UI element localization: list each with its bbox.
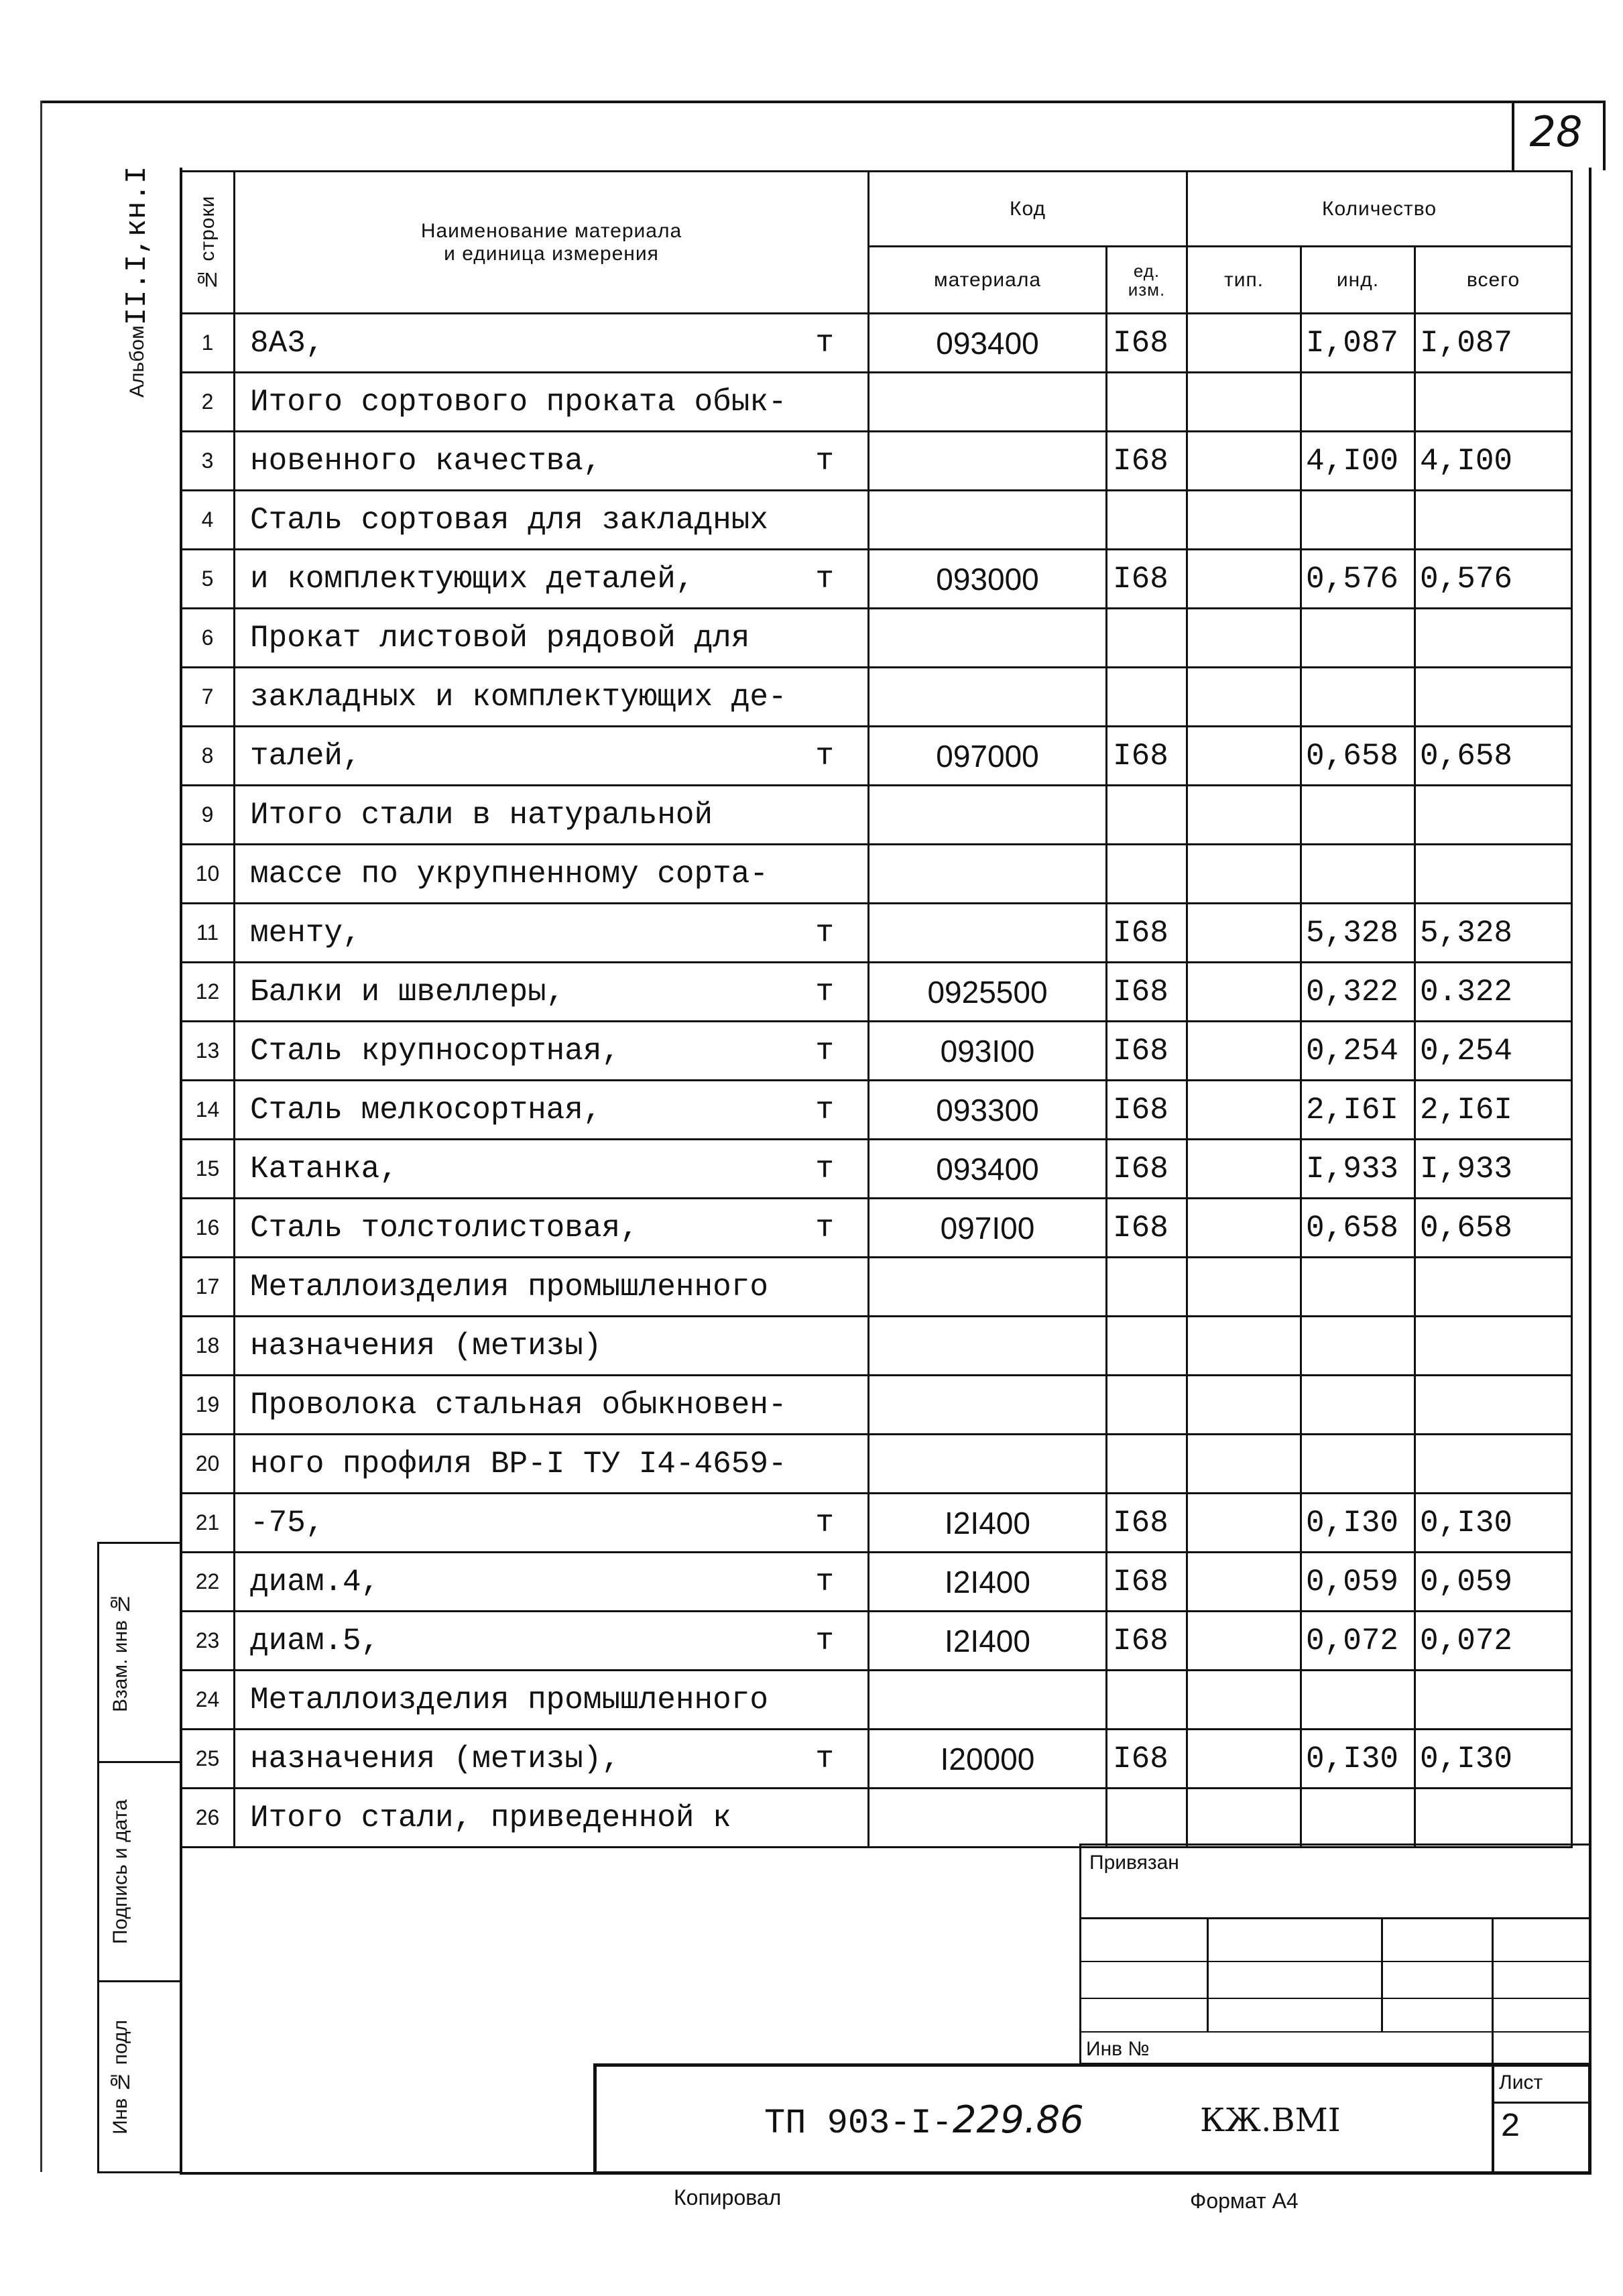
row-code [869,668,1107,727]
album-code: II.I,кн.I [121,166,154,325]
row-typ [1187,1789,1301,1848]
row-number: 24 [181,1671,235,1730]
row-unit-letter: т [815,974,834,1010]
row-name [235,432,869,491]
row-ind [1301,668,1415,727]
row-ind: 0,I30 [1301,1730,1415,1789]
row-number: 20 [181,1435,235,1494]
row-unit-code: I68 [1107,904,1187,963]
sheet-label: Лист [1499,2071,1543,2094]
privyazan-line-1 [1079,1917,1591,1919]
row-number: 17 [181,1258,235,1317]
row-typ [1187,1022,1301,1081]
row-name-text: Итого сортового проката обык- [250,384,787,420]
row-ind [1301,1671,1415,1730]
row-typ [1187,550,1301,609]
row-unit-code [1107,373,1187,432]
row-typ [1187,1435,1301,1494]
row-code [869,1376,1107,1435]
row-name [235,1199,869,1258]
table-row [181,1022,1572,1081]
row-name [235,963,869,1022]
row-ind: 0,072 [1301,1612,1415,1671]
row-ind [1301,1789,1415,1848]
row-ind: 0,322 [1301,963,1415,1022]
row-unit-letter: т [815,561,834,597]
row-typ [1187,1612,1301,1671]
materials-table [180,170,1573,1848]
row-total [1415,1435,1572,1494]
table-row [181,963,1572,1022]
row-name [235,1494,869,1553]
row-name [235,609,869,668]
header-unit-line2: изм. [1128,279,1166,300]
row-unit-code: I68 [1107,432,1187,491]
side-label-inv: Инв № подл [109,2019,131,2134]
row-ind: I,933 [1301,1140,1415,1199]
table-row [181,1671,1572,1730]
row-code: 097I00 [869,1199,1107,1258]
row-code: 093400 [869,314,1107,373]
row-ind: 5,328 [1301,904,1415,963]
document-mark: КЖ.ВМI [1200,2102,1341,2139]
table-row [181,432,1572,491]
row-unit-code [1107,1376,1187,1435]
row-typ [1187,904,1301,963]
row-ind: 2,I6I [1301,1081,1415,1140]
row-unit-code: I68 [1107,314,1187,373]
row-number: 1 [181,314,235,373]
row-name [235,1258,869,1317]
row-total: 0,254 [1415,1022,1572,1081]
row-unit-letter: т [815,1505,834,1540]
row-name-text: Итого стали в натуральной [250,797,713,833]
row-number: 25 [181,1730,235,1789]
row-name [235,845,869,904]
row-number: 10 [181,845,235,904]
row-ind: 0,576 [1301,550,1415,609]
row-total [1415,1789,1572,1848]
row-unit-code: I68 [1107,550,1187,609]
footer-copied: Копировал [674,2185,782,2210]
row-ind: 0,254 [1301,1022,1415,1081]
row-code [869,491,1107,550]
row-ind [1301,1317,1415,1376]
header-unit [1107,247,1187,314]
row-typ [1187,1140,1301,1199]
row-code [869,609,1107,668]
row-total: 5,328 [1415,904,1572,963]
table-row [181,1317,1572,1376]
document-code-handwritten: 229.86 [952,2098,1084,2142]
row-ind [1301,1435,1415,1494]
row-total [1415,1258,1572,1317]
row-name [235,314,869,373]
row-name [235,668,869,727]
row-typ [1187,845,1301,904]
row-code: I2I400 [869,1612,1107,1671]
document-code [764,2098,1084,2143]
row-typ [1187,432,1301,491]
album-label [121,154,174,409]
row-typ [1187,727,1301,786]
row-typ [1187,1730,1301,1789]
row-number: 9 [181,786,235,845]
document-code-printed: ТП 903-I- [764,2104,953,2143]
row-name [235,1553,869,1612]
frame-outer-left-line [40,101,42,2172]
row-number: 3 [181,432,235,491]
row-name [235,550,869,609]
table-row [181,1258,1572,1317]
row-total: I,933 [1415,1140,1572,1199]
row-code [869,1258,1107,1317]
row-code: 093I00 [869,1022,1107,1081]
row-unit-code: I68 [1107,1730,1187,1789]
row-unit-letter: т [815,1151,834,1187]
row-number: 7 [181,668,235,727]
row-unit-code [1107,609,1187,668]
row-name [235,491,869,550]
frame-top-line [40,101,1600,103]
row-name [235,1435,869,1494]
row-code: I2I400 [869,1553,1107,1612]
row-unit-code: I68 [1107,963,1187,1022]
row-code: I20000 [869,1730,1107,1789]
row-ind [1301,491,1415,550]
table-row [181,1376,1572,1435]
row-total [1415,373,1572,432]
row-typ [1187,1671,1301,1730]
row-number: 21 [181,1494,235,1553]
row-typ [1187,1494,1301,1553]
row-name-text: -75, [250,1505,324,1540]
row-unit-code [1107,1789,1187,1848]
side-label-podpis: Подпись и дата [109,1799,131,1944]
row-ind: 0,658 [1301,1199,1415,1258]
row-ind [1301,609,1415,668]
table-row [181,904,1572,963]
row-typ [1187,491,1301,550]
row-number: 26 [181,1789,235,1848]
table-row [181,845,1572,904]
header-quantity: Количество [1187,172,1572,247]
row-total: 0,072 [1415,1612,1572,1671]
row-name [235,1730,869,1789]
title-block [593,2063,1591,2175]
row-unit-letter: т [815,1564,834,1599]
table-row [181,1612,1572,1671]
row-total: 4,I00 [1415,432,1572,491]
row-number: 11 [181,904,235,963]
header-material: материала [869,247,1107,314]
row-ind [1301,373,1415,432]
row-code: I2I400 [869,1494,1107,1553]
row-unit-letter: т [815,325,834,361]
header-row-number-label: № строки [196,194,219,290]
sheet-number: 2 [1500,2108,1521,2147]
row-unit-code [1107,1258,1187,1317]
table-row [181,1140,1572,1199]
table-row [181,314,1572,373]
row-number: 12 [181,963,235,1022]
row-name [235,904,869,963]
row-total [1415,1317,1572,1376]
row-code [869,786,1107,845]
privyazan-vline-2 [1381,1917,1383,2031]
privyazan-label: Привязан [1089,1852,1179,1874]
row-unit-code [1107,491,1187,550]
table-row [181,1789,1572,1848]
row-number: 23 [181,1612,235,1671]
table-row [181,1435,1572,1494]
table-row [181,1081,1572,1140]
row-name-text: диам.4, [250,1564,380,1599]
row-number: 8 [181,727,235,786]
row-code [869,845,1107,904]
row-number: 19 [181,1376,235,1435]
row-ind [1301,1376,1415,1435]
row-name [235,1376,869,1435]
row-code [869,1789,1107,1848]
header-row-number [181,172,235,314]
row-number: 18 [181,1317,235,1376]
header-name-line1: Наименование материала [420,219,682,242]
table-body [181,314,1572,1848]
row-ind [1301,1258,1415,1317]
row-name-text: Прокат листовой рядовой для [250,620,750,656]
row-name-text: Металлоизделия промышленного [250,1682,768,1717]
row-typ [1187,1258,1301,1317]
row-name [235,373,869,432]
row-ind: 0,658 [1301,727,1415,786]
header-code: Код [869,172,1187,247]
row-unit-letter: т [815,443,834,479]
row-name-text: диам.5, [250,1623,380,1658]
row-name [235,1612,869,1671]
row-name-text: Балки и швеллеры, [250,974,565,1010]
row-unit-letter: т [815,1092,834,1128]
privyazan-vline-1 [1207,1917,1209,2031]
row-number: 22 [181,1553,235,1612]
row-ind [1301,786,1415,845]
table-row [181,727,1572,786]
row-unit-code: I68 [1107,727,1187,786]
row-unit-letter: т [815,738,834,774]
row-ind: I,087 [1301,314,1415,373]
row-unit-code [1107,786,1187,845]
sheet-label-line [1492,2102,1591,2104]
row-unit-code: I68 [1107,1494,1187,1553]
row-name [235,1671,869,1730]
row-name [235,786,869,845]
row-total: 0,I30 [1415,1730,1572,1789]
row-total: 2,I6I [1415,1081,1572,1140]
header-name-line2: и единица измерения [444,242,659,265]
row-ind: 0,059 [1301,1553,1415,1612]
table-row [181,1494,1572,1553]
row-number: 15 [181,1140,235,1199]
row-typ [1187,1199,1301,1258]
row-total [1415,786,1572,845]
row-total: 0,658 [1415,1199,1572,1258]
header-ind: инд. [1301,247,1415,314]
row-unit-code [1107,845,1187,904]
row-total: 0,658 [1415,727,1572,786]
header-typ: тип. [1187,247,1301,314]
row-ind: 0,I30 [1301,1494,1415,1553]
row-name [235,1317,869,1376]
privyazan-line-2 [1079,1961,1591,1962]
side-label-vzam: Взам. инв № [109,1592,131,1713]
table-row [181,491,1572,550]
row-name-text: Проволока стальная обыкновен- [250,1387,787,1423]
table-row [181,1730,1572,1789]
row-name-text: Сталь мелкосортная, [250,1092,602,1128]
row-name-text: Сталь сортовая для закладных [250,502,768,538]
table-row [181,609,1572,668]
row-name-text: талей, [250,738,361,774]
row-code [869,432,1107,491]
row-number: 4 [181,491,235,550]
row-typ [1187,1081,1301,1140]
inv-no-label: Инв № [1086,2038,1150,2060]
row-code: 093400 [869,1140,1107,1199]
row-total: 0.322 [1415,963,1572,1022]
row-number: 16 [181,1199,235,1258]
row-typ [1187,373,1301,432]
row-name [235,1140,869,1199]
table-row [181,373,1572,432]
row-name [235,1022,869,1081]
table-row [181,786,1572,845]
privyazan-line-3 [1079,1998,1591,1999]
row-code [869,1317,1107,1376]
row-ind: 4,I00 [1301,432,1415,491]
page-number: 28 [1529,107,1583,156]
row-name-text: назначения (метизы) [250,1328,602,1364]
table-row [181,550,1572,609]
row-unit-code: I68 [1107,1612,1187,1671]
row-total: 0,576 [1415,550,1572,609]
row-unit-letter: т [815,1210,834,1246]
header-name [235,172,869,314]
table-row [181,1199,1572,1258]
row-name-text: Металлоизделия промышленного [250,1269,768,1305]
row-typ [1187,314,1301,373]
row-code [869,904,1107,963]
row-typ [1187,963,1301,1022]
row-unit-letter: т [815,1033,834,1069]
album-label-text: Альбом [126,325,148,398]
row-code: 0925500 [869,963,1107,1022]
row-name-text: Итого стали, приведенной к [250,1800,731,1835]
row-unit-code [1107,1671,1187,1730]
row-unit-code [1107,1435,1187,1494]
table-row [181,1553,1572,1612]
row-code: 093000 [869,550,1107,609]
row-code [869,373,1107,432]
footer-format: Формат А4 [1190,2189,1299,2213]
row-unit-code [1107,1317,1187,1376]
row-name-text: новенного качества, [250,443,602,479]
row-name-text: менту, [250,915,361,951]
row-name-text: Сталь крупносортная, [250,1033,621,1069]
row-name-text: Катанка, [250,1151,398,1187]
privyazan-line-4 [1079,2031,1591,2033]
row-name [235,1081,869,1140]
row-unit-letter: т [815,915,834,951]
row-number: 2 [181,373,235,432]
row-total [1415,609,1572,668]
row-code [869,1435,1107,1494]
row-typ [1187,1376,1301,1435]
row-name-text: ного профиля ВР-I ТУ I4-4659- [250,1446,787,1482]
row-unit-code: I68 [1107,1081,1187,1140]
row-number: 6 [181,609,235,668]
row-unit-code: I68 [1107,1140,1187,1199]
row-unit-code: I68 [1107,1199,1187,1258]
row-unit-letter: т [815,1623,834,1658]
header-total: всего [1415,247,1572,314]
row-unit-code [1107,668,1187,727]
row-unit-code: I68 [1107,1553,1187,1612]
row-name [235,727,869,786]
row-name [235,1789,869,1848]
row-total: 0,I30 [1415,1494,1572,1553]
row-total [1415,1671,1572,1730]
row-code: 097000 [869,727,1107,786]
row-total [1415,668,1572,727]
row-name-text: и комплектующих деталей, [250,561,695,597]
row-unit-code: I68 [1107,1022,1187,1081]
row-number: 5 [181,550,235,609]
row-ind [1301,845,1415,904]
row-name-text: закладных и комплектующих де- [250,679,787,715]
row-typ [1187,609,1301,668]
table-row [181,668,1572,727]
row-number: 14 [181,1081,235,1140]
privyazan-vline-3 [1492,1917,1494,2065]
row-total [1415,491,1572,550]
row-total [1415,845,1572,904]
row-unit-letter: т [815,1741,834,1776]
row-name-text: Сталь толстолистовая, [250,1210,639,1246]
row-total: I,087 [1415,314,1572,373]
row-typ [1187,1553,1301,1612]
row-name-text: массе по укрупненному сорта- [250,856,768,892]
row-total [1415,1376,1572,1435]
row-code [869,1671,1107,1730]
row-code: 093300 [869,1081,1107,1140]
row-typ [1187,668,1301,727]
row-total: 0,059 [1415,1553,1572,1612]
row-name-text: назначения (метизы), [250,1741,621,1776]
row-typ [1187,1317,1301,1376]
header-unit-line1: ед. [1133,260,1160,281]
row-typ [1187,786,1301,845]
sheet-divider [1492,2063,1494,2175]
row-number: 13 [181,1022,235,1081]
row-name-text: 8А3, [250,325,324,361]
